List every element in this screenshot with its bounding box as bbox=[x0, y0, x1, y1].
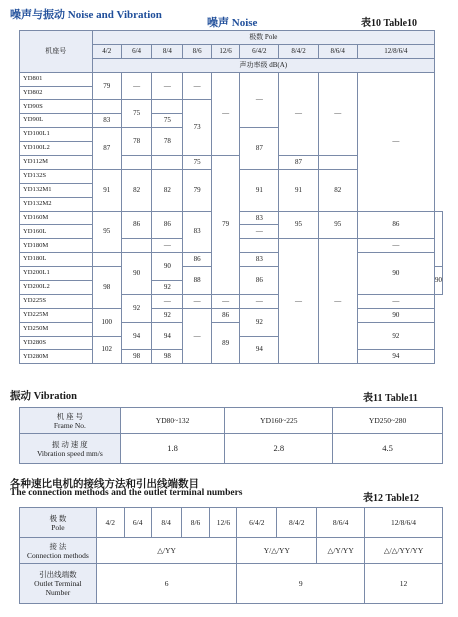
frame-range-cell: YD160~225 bbox=[225, 408, 333, 434]
frame-cell: YD802 bbox=[20, 86, 93, 100]
frame-cell: YD90S bbox=[20, 100, 93, 114]
value-cell: 86 bbox=[240, 267, 279, 295]
value-cell: 87 bbox=[92, 128, 121, 170]
pole-col-header: 8/6/4 bbox=[318, 44, 357, 58]
value-cell: 82 bbox=[152, 169, 183, 211]
value-cell bbox=[435, 211, 443, 267]
value-cell: — bbox=[357, 294, 434, 308]
value-cell: 89 bbox=[211, 322, 239, 364]
value-cell: — bbox=[183, 72, 211, 100]
frame-cell: YD280S bbox=[20, 336, 93, 350]
pole-cell: 8/6 bbox=[181, 508, 210, 538]
value-cell: — bbox=[279, 72, 318, 155]
value-cell: — bbox=[183, 294, 211, 308]
value-cell: 94 bbox=[357, 350, 434, 364]
pole-row-header: 极 数 Pole bbox=[20, 508, 97, 538]
frame-cell: YD180M bbox=[20, 239, 93, 253]
terminal-count-cell: 9 bbox=[237, 564, 365, 604]
frame-cell: YD100L1 bbox=[20, 128, 93, 142]
frame-cell: YD200L2 bbox=[20, 281, 93, 295]
value-cell: 91 bbox=[279, 169, 318, 211]
pole-col-header: 8/6 bbox=[183, 44, 211, 58]
value-cell bbox=[92, 100, 121, 114]
frame-cell: YD160M bbox=[20, 211, 93, 225]
frame-cell: YD280M bbox=[20, 350, 93, 364]
pole-header: 极数 Pole bbox=[92, 31, 434, 45]
pole-cell: 8/4/2 bbox=[277, 508, 317, 538]
value-cell: 90 bbox=[357, 308, 434, 322]
value-cell: 94 bbox=[240, 336, 279, 364]
value-cell: — bbox=[211, 294, 239, 308]
value-cell bbox=[152, 100, 183, 114]
connection-cell: △/YY bbox=[96, 538, 237, 564]
connection-table bbox=[19, 507, 443, 604]
frame-cell: YD200L1 bbox=[20, 267, 93, 281]
pole-col-header: 12/6 bbox=[211, 44, 239, 58]
terminal-count-cell: 12 bbox=[365, 564, 443, 604]
value-cell: 86 bbox=[152, 211, 183, 239]
value-cell: 92 bbox=[240, 308, 279, 336]
speed-cell: 1.8 bbox=[120, 434, 225, 464]
connection-row-header: 接 法 Connection methods bbox=[20, 538, 97, 564]
value-cell: — bbox=[121, 72, 151, 100]
frame-cell: YD132M2 bbox=[20, 197, 93, 211]
value-cell: 82 bbox=[318, 169, 357, 211]
value-cell: — bbox=[357, 239, 434, 253]
value-cell: — bbox=[318, 239, 357, 364]
table11-number: 表11 Table11 bbox=[363, 393, 418, 404]
table10-number: 表10 Table10 bbox=[361, 18, 418, 29]
pole-col-header: 6/4/2 bbox=[240, 44, 279, 58]
value-cell: 75 bbox=[121, 100, 151, 128]
pole-cell: 4/2 bbox=[96, 508, 124, 538]
value-cell: 94 bbox=[121, 322, 151, 350]
frame-range-cell: YD250~280 bbox=[333, 408, 443, 434]
value-cell: 98 bbox=[121, 350, 151, 364]
frame-cell: YD112M bbox=[20, 156, 93, 170]
value-cell: 90 bbox=[435, 267, 443, 295]
value-cell: — bbox=[240, 225, 279, 239]
frame-cell: YD250M bbox=[20, 322, 93, 336]
value-cell: 92 bbox=[357, 322, 434, 350]
value-cell: 82 bbox=[121, 169, 151, 211]
pole-cell: 6/4 bbox=[124, 508, 151, 538]
connection-cell: △/Y/YY bbox=[317, 538, 365, 564]
pole-col-header: 8/4 bbox=[152, 44, 183, 58]
value-cell: 92 bbox=[121, 294, 151, 322]
value-cell: 90 bbox=[357, 253, 434, 295]
value-cell bbox=[240, 239, 279, 253]
value-cell: 83 bbox=[240, 211, 279, 225]
value-cell: 92 bbox=[152, 281, 183, 295]
value-cell: 79 bbox=[183, 169, 211, 211]
value-cell: — bbox=[152, 294, 183, 308]
pole-cell: 8/4 bbox=[151, 508, 181, 538]
value-cell: 88 bbox=[183, 267, 211, 295]
vibration-table bbox=[19, 407, 443, 464]
value-cell: 78 bbox=[121, 128, 151, 156]
value-cell: — bbox=[152, 239, 183, 253]
value-cell: 102 bbox=[92, 336, 121, 364]
value-cell: 95 bbox=[279, 211, 318, 239]
frame-cell: YD132S bbox=[20, 169, 93, 183]
connection-cell: Y/△/YY bbox=[237, 538, 317, 564]
frame-cell: YD225M bbox=[20, 308, 93, 322]
pole-cell: 12/6 bbox=[210, 508, 237, 538]
value-cell bbox=[92, 253, 121, 267]
value-cell: 79 bbox=[211, 156, 239, 295]
frame-cell: YD180L bbox=[20, 253, 93, 267]
value-cell: 95 bbox=[92, 211, 121, 253]
vibration-heading: 振动 Vibration bbox=[10, 391, 77, 402]
value-cell: — bbox=[240, 72, 279, 128]
value-cell: 86 bbox=[211, 308, 239, 322]
frame-cell: YD100L2 bbox=[20, 142, 93, 156]
pole-cell: 12/8/6/4 bbox=[365, 508, 443, 538]
value-cell: 90 bbox=[121, 253, 151, 295]
pole-cell: 8/6/4 bbox=[317, 508, 365, 538]
value-cell: 91 bbox=[92, 169, 121, 211]
noise-subheading: 噪声 Noise bbox=[207, 17, 258, 29]
value-cell: — bbox=[279, 239, 318, 364]
value-cell: 75 bbox=[152, 114, 183, 128]
value-cell: 86 bbox=[121, 211, 151, 239]
value-cell: — bbox=[240, 294, 279, 308]
table12-number: 表12 Table12 bbox=[363, 493, 420, 504]
connection-heading-cn: 各种速比电机的接线方法和引出线端数目 bbox=[10, 479, 199, 490]
pole-col-header: 12/8/6/4 bbox=[357, 44, 434, 58]
frame-range-cell: YD80~132 bbox=[120, 408, 225, 434]
vibration-speed-header: 振 动 速 度 Vibration speed mm/s bbox=[20, 434, 121, 464]
terminal-row-header: 引出线端数 Outlet Terminal Number bbox=[20, 564, 97, 604]
connection-heading-en: The connection methods and the outlet terminal numbers bbox=[10, 488, 243, 498]
value-cell: 98 bbox=[152, 350, 183, 364]
speed-cell: 4.5 bbox=[333, 434, 443, 464]
value-cell: 83 bbox=[183, 211, 211, 253]
value-cell: 75 bbox=[183, 156, 211, 170]
pole-col-header: 6/4 bbox=[121, 44, 151, 58]
value-cell: — bbox=[152, 72, 183, 100]
frame-header: 机座号 bbox=[20, 31, 93, 73]
value-cell bbox=[121, 239, 151, 253]
value-cell: 86 bbox=[357, 211, 434, 239]
value-cell: 73 bbox=[183, 100, 211, 156]
noise-vibration-heading: 噪声与振动 Noise and Vibration bbox=[10, 9, 162, 21]
value-cell: 78 bbox=[152, 128, 183, 156]
value-cell bbox=[152, 156, 183, 170]
frame-cell: YD132M1 bbox=[20, 183, 93, 197]
value-cell: 90 bbox=[152, 253, 183, 281]
value-cell: 98 bbox=[92, 267, 121, 309]
value-cell: 91 bbox=[240, 169, 279, 211]
value-cell: 83 bbox=[92, 114, 121, 128]
value-cell: 95 bbox=[318, 211, 357, 239]
frame-cell: YD160L bbox=[20, 225, 93, 239]
value-cell: — bbox=[318, 72, 357, 155]
value-cell: 86 bbox=[183, 253, 211, 267]
value-cell bbox=[318, 156, 357, 170]
value-cell: 94 bbox=[152, 322, 183, 350]
value-cell: 87 bbox=[240, 128, 279, 170]
speed-cell: 2.8 bbox=[225, 434, 333, 464]
value-cell: 100 bbox=[92, 308, 121, 336]
pole-col-header: 8/4/2 bbox=[279, 44, 318, 58]
value-cell: 83 bbox=[240, 253, 279, 267]
frame-cell: YD801 bbox=[20, 72, 93, 86]
pole-col-header: 4/2 bbox=[92, 44, 121, 58]
noise-table bbox=[19, 30, 443, 364]
value-cell bbox=[121, 156, 151, 170]
value-cell: 87 bbox=[279, 156, 318, 170]
connection-cell: △/△/YY/YY bbox=[365, 538, 443, 564]
value-cell: 92 bbox=[152, 308, 183, 322]
value-cell: 79 bbox=[92, 72, 121, 100]
value-cell: — bbox=[183, 308, 211, 364]
frame-no-header: 机 座 号 Frame No. bbox=[20, 408, 121, 434]
unit-header: 声功率级 dB(A) bbox=[92, 58, 434, 72]
frame-cell: YD90L bbox=[20, 114, 93, 128]
pole-cell: 6/4/2 bbox=[237, 508, 277, 538]
value-cell: — bbox=[211, 72, 239, 155]
terminal-count-cell: 6 bbox=[96, 564, 237, 604]
value-cell: — bbox=[357, 72, 434, 211]
frame-cell: YD225S bbox=[20, 294, 93, 308]
